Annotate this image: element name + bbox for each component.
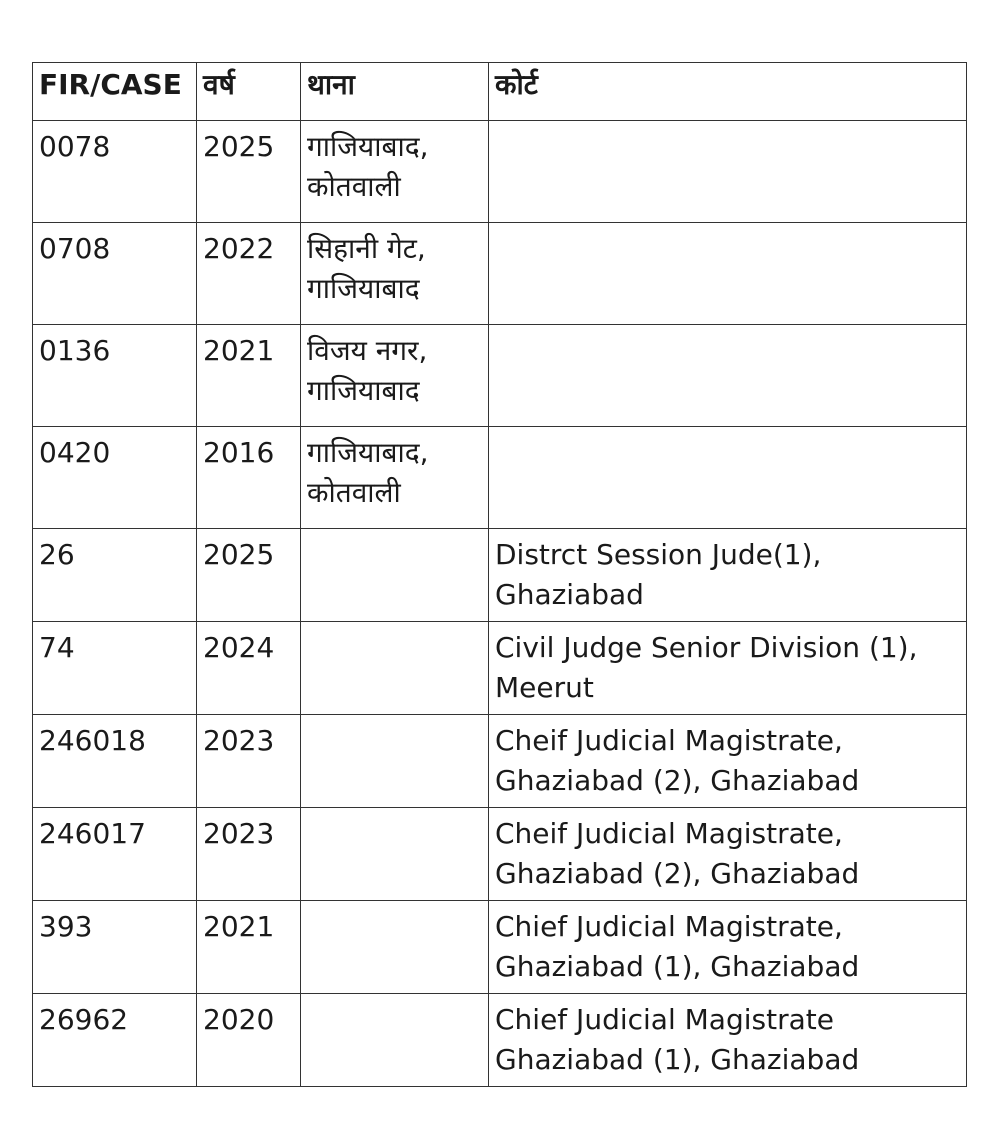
cell-case: 0708 — [33, 223, 197, 325]
cell-police-station — [301, 715, 489, 808]
cell-year: 2023 — [197, 808, 301, 901]
cell-police-station — [301, 529, 489, 622]
header-court: कोर्ट — [489, 63, 967, 121]
cell-case: 393 — [33, 901, 197, 994]
cell-police-station: गाजियाबाद, कोतवाली — [301, 427, 489, 529]
cell-police-station: विजय नगर, गाजियाबाद — [301, 325, 489, 427]
cell-police-station: सिहानी गेट, गाजियाबाद — [301, 223, 489, 325]
table-row — [33, 223, 967, 325]
cell-court: Cheif Judicial Magistrate, Ghaziabad (2), Ghaziabad — [489, 715, 967, 808]
cell-court: Chief Judicial Magistrate Ghaziabad (1), Ghaziabad — [489, 994, 967, 1087]
table-row — [33, 622, 967, 715]
cell-court: Chief Judicial Magistrate, Ghaziabad (1), Ghaziabad — [489, 901, 967, 994]
cell-year: 2021 — [197, 901, 301, 994]
cell-police-station: गाजियाबाद, कोतवाली — [301, 121, 489, 223]
cell-court — [489, 223, 967, 325]
cell-year: 2021 — [197, 325, 301, 427]
cell-year: 2020 — [197, 994, 301, 1087]
table-header-row — [33, 63, 967, 121]
cell-police-station — [301, 994, 489, 1087]
table-row — [33, 715, 967, 808]
cell-year: 2016 — [197, 427, 301, 529]
cell-court: Distrct Session Jude(1), Ghaziabad — [489, 529, 967, 622]
case-table — [32, 62, 967, 1087]
header-police-station: थाना — [301, 63, 489, 121]
table-row — [33, 808, 967, 901]
cell-case: 26962 — [33, 994, 197, 1087]
table-row — [33, 121, 967, 223]
cell-court — [489, 427, 967, 529]
cell-year: 2022 — [197, 223, 301, 325]
cell-police-station — [301, 622, 489, 715]
table-row — [33, 325, 967, 427]
cell-police-station — [301, 901, 489, 994]
cell-police-station — [301, 808, 489, 901]
table-row — [33, 427, 967, 529]
cell-case: 0078 — [33, 121, 197, 223]
cell-court: Civil Judge Senior Division (1), Meerut — [489, 622, 967, 715]
header-year: वर्ष — [197, 63, 301, 121]
cell-case: 246017 — [33, 808, 197, 901]
cell-year: 2025 — [197, 121, 301, 223]
cell-case: 26 — [33, 529, 197, 622]
cell-case: 74 — [33, 622, 197, 715]
cell-court: Cheif Judicial Magistrate, Ghaziabad (2), Ghaziabad — [489, 808, 967, 901]
header-fir-case: FIR/CASE — [33, 63, 197, 121]
cell-case: 0136 — [33, 325, 197, 427]
table-row — [33, 901, 967, 994]
table-row — [33, 994, 967, 1087]
cell-case: 246018 — [33, 715, 197, 808]
cell-court — [489, 121, 967, 223]
cell-year: 2025 — [197, 529, 301, 622]
table-row — [33, 529, 967, 622]
cell-court — [489, 325, 967, 427]
cell-case: 0420 — [33, 427, 197, 529]
cell-year: 2023 — [197, 715, 301, 808]
cell-year: 2024 — [197, 622, 301, 715]
